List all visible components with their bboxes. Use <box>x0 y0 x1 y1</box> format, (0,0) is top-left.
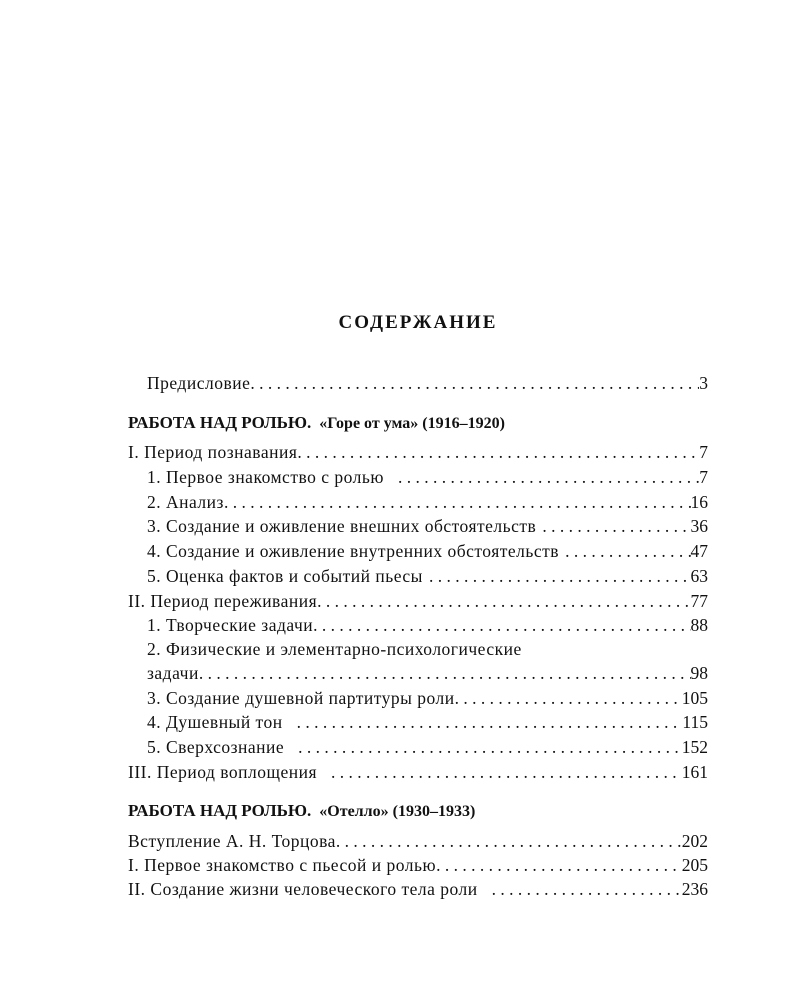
toc-entry <box>147 514 708 538</box>
leader-dots <box>429 564 691 588</box>
section-heading-subtitle: «Отелло» (1930–1933) <box>319 803 476 820</box>
toc-entry <box>147 735 708 759</box>
toc-page-number: 105 <box>681 688 708 708</box>
toc-entry-label: 4. Душевный тон <box>147 712 283 732</box>
section-heading-part2 <box>128 799 475 823</box>
toc-page-number: 7 <box>699 467 708 487</box>
toc-entry <box>147 539 708 563</box>
toc-page-number: 7 <box>699 442 708 462</box>
toc-entry-label: I. Первое знакомство с пьесой и ролью <box>128 855 437 875</box>
leader-dots <box>565 539 690 563</box>
leader-dots <box>297 440 699 464</box>
toc-page-number: 161 <box>681 762 708 782</box>
toc-entry-label: 4. Создание и оживление внутренних обстоятельств <box>147 541 560 561</box>
toc-page-number: 98 <box>690 663 708 683</box>
toc-entry <box>128 760 708 784</box>
section-heading-title: РАБОТА НАД РОЛЬЮ. <box>128 413 312 432</box>
toc-entry <box>128 589 708 613</box>
toc-entry-label: III. Период воплощения <box>128 762 318 782</box>
toc-entry-label: Вступление А. Н. Торцова <box>128 831 336 851</box>
toc-entry <box>147 490 708 514</box>
toc-page-number: 88 <box>690 615 708 635</box>
page-title: СОДЕРЖАНИЕ <box>338 312 498 333</box>
leader-dots <box>492 877 682 901</box>
section-heading-part1 <box>128 411 505 435</box>
toc-entry-label: 1. Творческие задачи <box>147 615 314 635</box>
toc-entry-label: 1. Первое знакомство с ролью <box>147 467 384 487</box>
toc-entry-label: 5. Оценка фактов и событий пьесы <box>147 566 423 586</box>
toc-entry-label: 3. Создание душевной партитуры роли <box>147 688 455 708</box>
toc-entry <box>147 613 708 637</box>
toc-page-number: 77 <box>690 591 708 611</box>
toc-entry-label: 2. Анализ <box>147 492 224 512</box>
toc-entry-label: 3. Создание и оживление внешних обстоятельств <box>147 516 537 536</box>
leader-dots <box>331 760 682 784</box>
toc-entry <box>128 853 708 877</box>
toc-page-number: 205 <box>681 855 708 875</box>
leader-dots <box>336 829 682 853</box>
leader-dots <box>436 853 682 877</box>
toc-entry-label: 5. Сверхсознание <box>147 737 285 757</box>
toc-entry-label: задачи <box>147 663 199 683</box>
leader-dots <box>542 514 690 538</box>
toc-page-number: 202 <box>681 831 708 851</box>
toc-page-number: 236 <box>681 879 708 899</box>
leader-dots <box>455 686 682 710</box>
leader-dots <box>297 710 683 734</box>
leader-dots <box>313 613 690 637</box>
toc-page-number: 47 <box>690 541 708 561</box>
toc-page-number: 152 <box>681 737 708 757</box>
toc-entry-label: I. Период познавания <box>128 442 298 462</box>
toc-page-number: 63 <box>690 566 708 586</box>
toc-page-number: 36 <box>690 516 708 536</box>
section-heading-subtitle: «Горе от ума» (1916–1920) <box>319 415 505 432</box>
section-heading-title: РАБОТА НАД РОЛЬЮ. <box>128 801 312 820</box>
leader-dots <box>398 465 699 489</box>
leader-dots <box>199 661 691 685</box>
toc-entry-label: Предисловие <box>147 373 251 393</box>
toc-page-number: 115 <box>682 712 708 732</box>
toc-entry <box>128 829 708 853</box>
toc-entry <box>147 661 708 685</box>
leader-dots <box>298 735 682 759</box>
toc-page-number: 3 <box>699 373 708 393</box>
toc-entry-label: II. Создание жизни человеческого тела роли <box>128 879 478 899</box>
toc-entry <box>147 710 708 734</box>
toc-entry <box>147 465 708 489</box>
leader-dots <box>317 589 690 613</box>
toc-entry-label: II. Период переживания <box>128 591 318 611</box>
leader-dots <box>250 371 699 395</box>
toc-entry <box>147 564 708 588</box>
toc-entry-preface <box>147 371 708 395</box>
toc-page-number: 16 <box>690 492 708 512</box>
toc-entry <box>128 877 708 901</box>
leader-dots <box>224 490 691 514</box>
toc-entry <box>147 686 708 710</box>
toc-entry <box>128 440 708 464</box>
toc-entry-label-line: 2. Физические и элементарно-психологические <box>147 639 522 659</box>
